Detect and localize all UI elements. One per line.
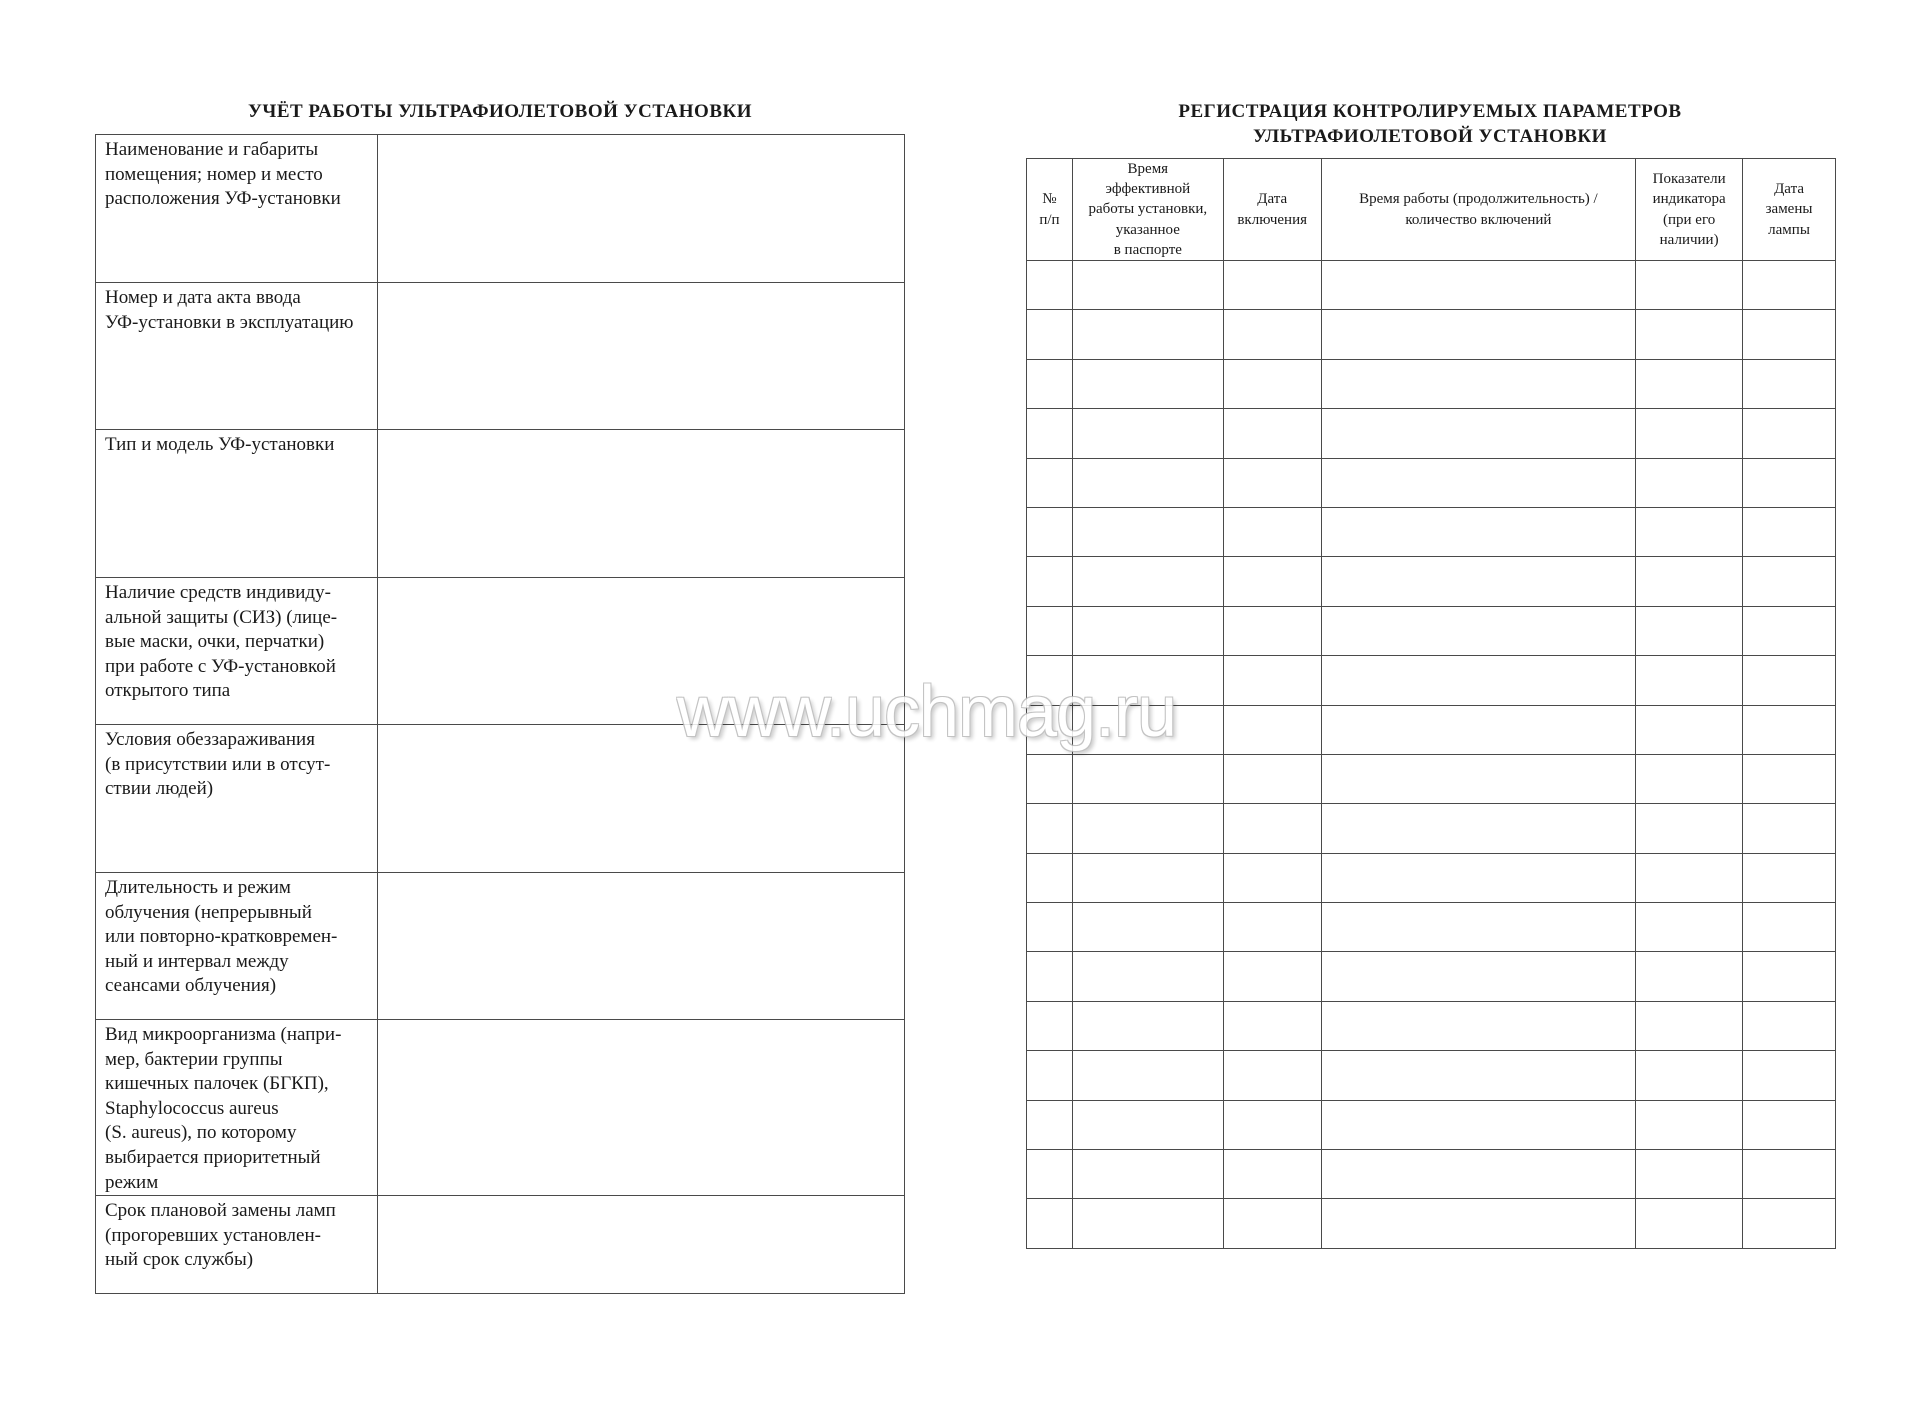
register-cell[interactable] — [1321, 1199, 1636, 1248]
table-row — [1027, 1100, 1836, 1149]
register-cell[interactable] — [1743, 853, 1836, 902]
register-cell[interactable] — [1743, 1001, 1836, 1050]
row-value-cell[interactable] — [378, 873, 905, 1020]
register-cell[interactable] — [1636, 1150, 1743, 1199]
installation-record-table — [95, 134, 905, 1294]
register-cell[interactable] — [1072, 310, 1223, 359]
register-cell[interactable] — [1072, 1100, 1223, 1149]
register-cell[interactable] — [1072, 1150, 1223, 1199]
register-cell[interactable] — [1027, 853, 1073, 902]
register-cell[interactable] — [1743, 1199, 1836, 1248]
header-effective-time: Время эффективной работы установки, указанное в паспорте — [1072, 159, 1223, 261]
register-cell[interactable] — [1636, 952, 1743, 1001]
register-cell[interactable] — [1321, 557, 1636, 606]
row-value-cell[interactable] — [378, 283, 905, 430]
register-cell[interactable] — [1027, 557, 1073, 606]
row-label: Наименование и габариты помещения; номер и место расположения УФ-установки — [96, 135, 378, 283]
register-cell[interactable] — [1223, 409, 1321, 458]
table-row — [1027, 1001, 1836, 1050]
table-row — [1027, 310, 1836, 359]
register-cell[interactable] — [1223, 853, 1321, 902]
register-cell[interactable] — [1743, 507, 1836, 556]
header-number: № п/п — [1027, 159, 1073, 261]
register-cell[interactable] — [1072, 754, 1223, 803]
register-cell[interactable] — [1636, 359, 1743, 408]
register-cell[interactable] — [1072, 261, 1223, 310]
register-cell[interactable] — [1072, 804, 1223, 853]
table-row — [1027, 1199, 1836, 1248]
register-cell[interactable] — [1321, 952, 1636, 1001]
row-label: Номер и дата акта ввода УФ-установки в эксплуатацию — [96, 283, 378, 430]
register-cell[interactable] — [1027, 1100, 1073, 1149]
table-row — [96, 430, 905, 578]
table-row — [96, 873, 905, 1020]
register-cell[interactable] — [1223, 1100, 1321, 1149]
register-cell[interactable] — [1027, 507, 1073, 556]
register-cell[interactable] — [1027, 1001, 1073, 1050]
table-row — [1027, 903, 1836, 952]
right-title-line-2: УЛЬТРАФИОЛЕТОВОЙ УСТАНОВКИ — [1253, 126, 1607, 147]
register-cell[interactable] — [1321, 853, 1636, 902]
register-cell[interactable] — [1743, 1100, 1836, 1149]
register-cell[interactable] — [1072, 409, 1223, 458]
register-cell[interactable] — [1636, 754, 1743, 803]
register-cell[interactable] — [1321, 507, 1636, 556]
register-cell[interactable] — [1223, 359, 1321, 408]
register-cell[interactable] — [1743, 754, 1836, 803]
table-row — [1027, 804, 1836, 853]
register-cell[interactable] — [1636, 1001, 1743, 1050]
register-cell[interactable] — [1636, 507, 1743, 556]
register-cell[interactable] — [1072, 507, 1223, 556]
register-cell[interactable] — [1072, 359, 1223, 408]
header-indicator-readings: Показатели индикатора (при его наличии) — [1636, 159, 1743, 261]
register-cell[interactable] — [1072, 853, 1223, 902]
row-value-cell[interactable] — [378, 1196, 905, 1294]
register-cell[interactable] — [1027, 458, 1073, 507]
table-row — [1027, 705, 1836, 754]
register-cell[interactable] — [1743, 705, 1836, 754]
register-cell[interactable] — [1027, 261, 1073, 310]
table-row — [1027, 1150, 1836, 1199]
table-row — [1027, 507, 1836, 556]
register-cell[interactable] — [1223, 705, 1321, 754]
register-cell[interactable] — [1223, 1150, 1321, 1199]
table-row — [1027, 359, 1836, 408]
register-cell[interactable] — [1321, 261, 1636, 310]
register-cell[interactable] — [1027, 952, 1073, 1001]
register-cell[interactable] — [1072, 458, 1223, 507]
register-cell[interactable] — [1027, 1150, 1073, 1199]
table-row — [96, 135, 905, 283]
register-cell[interactable] — [1027, 409, 1073, 458]
table-row — [1027, 1051, 1836, 1100]
register-cell[interactable] — [1636, 310, 1743, 359]
right-title-line-1: РЕГИСТРАЦИЯ КОНТРОЛИРУЕМЫХ ПАРАМЕТРОВ — [1178, 101, 1682, 122]
table-row — [1027, 261, 1836, 310]
row-label: Вид микроорганизма (напри- мер, бактерии группы кишечных палочек (БГКП), Staphylococcus aureus (S. aureus), по которому выбирается приоритетный режим — [96, 1020, 378, 1196]
row-label: Срок плановой замены ламп (прогоревших установлен- ный срок службы) — [96, 1196, 378, 1294]
register-cell[interactable] — [1223, 507, 1321, 556]
row-label: Тип и модель УФ-установки — [96, 430, 378, 578]
register-cell[interactable] — [1072, 606, 1223, 655]
register-cell[interactable] — [1223, 1199, 1321, 1248]
row-value-cell[interactable] — [378, 1020, 905, 1196]
register-cell[interactable] — [1321, 606, 1636, 655]
register-cell[interactable] — [1072, 1199, 1223, 1248]
table-row — [1027, 754, 1836, 803]
register-cell[interactable] — [1072, 1001, 1223, 1050]
register-cell[interactable] — [1223, 261, 1321, 310]
register-cell[interactable] — [1636, 606, 1743, 655]
register-cell[interactable] — [1027, 606, 1073, 655]
register-cell[interactable] — [1636, 1199, 1743, 1248]
register-cell[interactable] — [1223, 903, 1321, 952]
register-cell[interactable] — [1743, 656, 1836, 705]
register-cell[interactable] — [1321, 409, 1636, 458]
register-cell[interactable] — [1223, 1001, 1321, 1050]
register-cell[interactable] — [1321, 754, 1636, 803]
register-cell[interactable] — [1027, 903, 1073, 952]
register-cell[interactable] — [1027, 359, 1073, 408]
row-value-cell[interactable] — [378, 430, 905, 578]
register-cell[interactable] — [1743, 409, 1836, 458]
register-cell[interactable] — [1321, 359, 1636, 408]
register-cell[interactable] — [1072, 705, 1223, 754]
register-cell[interactable] — [1072, 903, 1223, 952]
register-cell[interactable] — [1027, 1199, 1073, 1248]
register-cell[interactable] — [1321, 1100, 1636, 1149]
register-cell[interactable] — [1223, 557, 1321, 606]
register-cell[interactable] — [1636, 458, 1743, 507]
register-cell[interactable] — [1223, 754, 1321, 803]
register-cell[interactable] — [1636, 705, 1743, 754]
register-cell[interactable] — [1743, 1051, 1836, 1100]
register-cell[interactable] — [1636, 409, 1743, 458]
register-cell[interactable] — [1027, 656, 1073, 705]
register-cell[interactable] — [1321, 903, 1636, 952]
register-cell[interactable] — [1743, 458, 1836, 507]
table-row — [96, 1196, 905, 1294]
table-row — [96, 725, 905, 873]
table-row — [1027, 557, 1836, 606]
table-row — [96, 1020, 905, 1196]
register-cell[interactable] — [1636, 1100, 1743, 1149]
register-cell[interactable] — [1223, 952, 1321, 1001]
table-row — [1027, 952, 1836, 1001]
table-row — [1027, 853, 1836, 902]
watermark: www.uchmag.ru — [677, 672, 1177, 752]
header-operating-time: Время работы (продолжительность) / количество включений — [1321, 159, 1636, 261]
row-label: Наличие средств индивиду- альной защиты (СИЗ) (лице- вые маски, очки, перчатки) при работе с УФ-установкой открытого типа — [96, 578, 378, 725]
register-cell[interactable] — [1321, 656, 1636, 705]
register-cell[interactable] — [1743, 606, 1836, 655]
parameters-register-table — [1026, 158, 1836, 1249]
register-cell[interactable] — [1743, 804, 1836, 853]
register-cell[interactable] — [1027, 1051, 1073, 1100]
register-cell[interactable] — [1072, 656, 1223, 705]
register-cell[interactable] — [1321, 458, 1636, 507]
register-cell[interactable] — [1636, 853, 1743, 902]
header-switch-on-date: Дата включения — [1223, 159, 1321, 261]
row-value-cell[interactable] — [378, 725, 905, 873]
register-cell[interactable] — [1743, 903, 1836, 952]
register-body — [1027, 261, 1836, 1249]
register-cell[interactable] — [1027, 754, 1073, 803]
register-cell[interactable] — [1743, 310, 1836, 359]
register-cell[interactable] — [1636, 1051, 1743, 1100]
register-cell[interactable] — [1072, 952, 1223, 1001]
right-page-title — [1025, 99, 1835, 149]
register-cell[interactable] — [1027, 705, 1073, 754]
register-cell[interactable] — [1072, 557, 1223, 606]
register-cell[interactable] — [1636, 656, 1743, 705]
register-cell[interactable] — [1321, 1001, 1636, 1050]
register-cell[interactable] — [1223, 458, 1321, 507]
table-row — [96, 283, 905, 430]
row-value-cell[interactable] — [378, 135, 905, 283]
register-cell[interactable] — [1321, 1150, 1636, 1199]
register-cell[interactable] — [1321, 804, 1636, 853]
table-row — [1027, 656, 1836, 705]
register-cell[interactable] — [1743, 1150, 1836, 1199]
row-value-cell[interactable] — [378, 578, 905, 725]
register-cell[interactable] — [1743, 261, 1836, 310]
register-cell[interactable] — [1743, 557, 1836, 606]
register-cell[interactable] — [1072, 1051, 1223, 1100]
table-row — [1027, 458, 1836, 507]
register-cell[interactable] — [1027, 310, 1073, 359]
row-label: Длительность и режим облучения (непрерывный или повторно-кратковремен- ный и интервал между сеансами облучения) — [96, 873, 378, 1020]
register-cell[interactable] — [1636, 557, 1743, 606]
register-cell[interactable] — [1223, 310, 1321, 359]
register-cell[interactable] — [1636, 903, 1743, 952]
register-cell[interactable] — [1027, 804, 1073, 853]
register-cell[interactable] — [1321, 1051, 1636, 1100]
table-row — [1027, 606, 1836, 655]
left-page-title: УЧЁТ РАБОТЫ УЛЬТРАФИОЛЕТОВОЙ УСТАНОВКИ — [247, 101, 753, 122]
register-cell[interactable] — [1321, 705, 1636, 754]
register-cell[interactable] — [1223, 1051, 1321, 1100]
register-cell[interactable] — [1223, 606, 1321, 655]
row-label: Условия обеззараживания (в присутствии или в отсут- ствии людей) — [96, 725, 378, 873]
register-cell[interactable] — [1321, 310, 1636, 359]
register-cell[interactable] — [1743, 359, 1836, 408]
table-row — [96, 578, 905, 725]
header-row — [1027, 159, 1836, 261]
register-cell[interactable] — [1636, 804, 1743, 853]
table-row — [1027, 409, 1836, 458]
register-cell[interactable] — [1223, 656, 1321, 705]
register-cell[interactable] — [1223, 804, 1321, 853]
header-lamp-replacement-date: Дата замены лампы — [1743, 159, 1836, 261]
register-cell[interactable] — [1636, 261, 1743, 310]
register-cell[interactable] — [1743, 952, 1836, 1001]
